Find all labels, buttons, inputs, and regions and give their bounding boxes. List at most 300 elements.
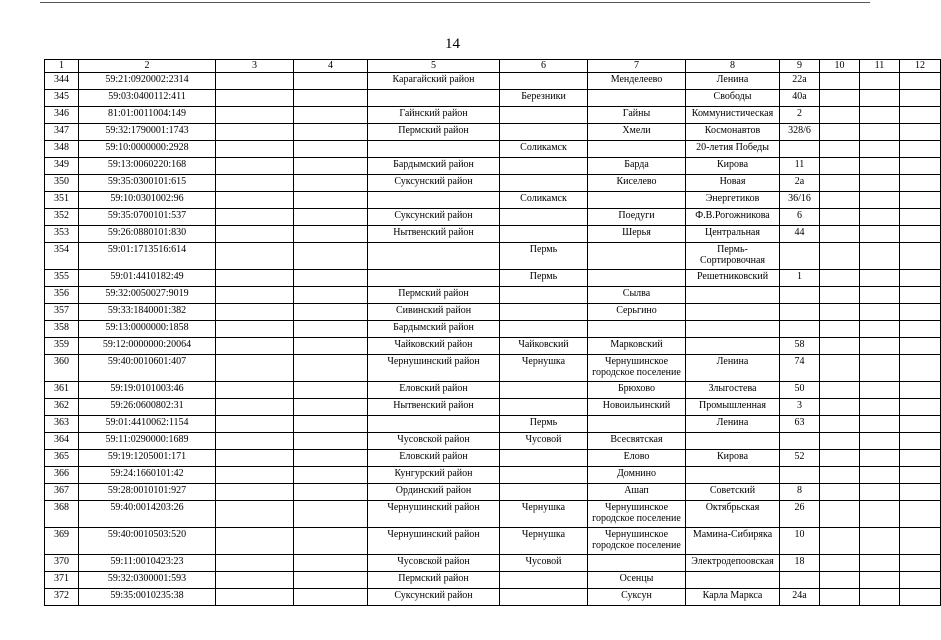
table-cell [500, 399, 588, 416]
table-cell [294, 416, 368, 433]
table-cell [860, 433, 900, 450]
table-cell [500, 124, 588, 141]
table-cell: Чайковский район [368, 338, 500, 355]
table-cell: 368 [45, 501, 79, 528]
table-row [45, 450, 941, 467]
table-cell [216, 107, 294, 124]
table-cell: Еловский район [368, 450, 500, 467]
table-cell [820, 355, 860, 382]
table-cell: 59:40:0010503:520 [79, 528, 216, 555]
table-cell [900, 572, 941, 589]
table-row [45, 467, 941, 484]
table-cell [900, 321, 941, 338]
table-cell [820, 90, 860, 107]
table-cell [900, 304, 941, 321]
table-cell [820, 572, 860, 589]
table-cell [820, 209, 860, 226]
table-cell: 371 [45, 572, 79, 589]
table-cell: 365 [45, 450, 79, 467]
table-cell: 74 [780, 355, 820, 382]
table-cell: 59:01:4410182:49 [79, 270, 216, 287]
table-cell [900, 124, 941, 141]
table-row [45, 501, 941, 528]
table-cell [216, 158, 294, 175]
table-cell: Космонавтов [686, 124, 780, 141]
table-cell [780, 141, 820, 158]
table-cell: 59:35:0010235:38 [79, 589, 216, 606]
table-cell: 59:28:0010101:927 [79, 484, 216, 501]
table-cell [900, 158, 941, 175]
table-cell: Карагайский район [368, 73, 500, 90]
table-cell: Бардымский район [368, 158, 500, 175]
table-cell: 355 [45, 270, 79, 287]
table-row [45, 528, 941, 555]
table-cell [900, 226, 941, 243]
table-cell [216, 287, 294, 304]
table-cell: 2 [780, 107, 820, 124]
table-cell: Домнино [588, 467, 686, 484]
table-cell: Гайнский район [368, 107, 500, 124]
table-cell: Коммунистическая [686, 107, 780, 124]
table-cell: Ашап [588, 484, 686, 501]
table-cell [860, 287, 900, 304]
table-cell [900, 270, 941, 287]
table-cell [216, 399, 294, 416]
table-cell: 346 [45, 107, 79, 124]
table-cell: 59:32:1790001:1743 [79, 124, 216, 141]
table-cell: Кирова [686, 158, 780, 175]
table-cell [686, 304, 780, 321]
table-cell: 370 [45, 555, 79, 572]
column-header: 1 [45, 60, 79, 73]
table-cell: 59:19:0101003:46 [79, 382, 216, 399]
table-row [45, 484, 941, 501]
table-row [45, 555, 941, 572]
table-cell: 348 [45, 141, 79, 158]
table-cell: Серьгино [588, 304, 686, 321]
table-cell: 50 [780, 382, 820, 399]
table-cell [294, 321, 368, 338]
table-cell [216, 124, 294, 141]
table-cell [216, 528, 294, 555]
table-cell [294, 141, 368, 158]
table-row [45, 321, 941, 338]
table-cell [294, 484, 368, 501]
table-cell: Чернушинское городское поселение [588, 501, 686, 528]
table-cell: 20-летия Победы [686, 141, 780, 158]
table-cell [860, 382, 900, 399]
table-cell [860, 589, 900, 606]
table-cell: Марковский [588, 338, 686, 355]
table-cell: Сылва [588, 287, 686, 304]
table-cell [860, 416, 900, 433]
table-cell [900, 382, 941, 399]
column-header: 5 [368, 60, 500, 73]
table-cell [686, 338, 780, 355]
table-cell: 59:40:0010601:407 [79, 355, 216, 382]
table-cell [780, 243, 820, 270]
table-cell [588, 90, 686, 107]
top-rule [40, 2, 870, 3]
table-cell [294, 107, 368, 124]
table-cell [216, 501, 294, 528]
table-cell: Бардымский район [368, 321, 500, 338]
table-cell: Мамина-Сибиряка [686, 528, 780, 555]
table-cell [860, 501, 900, 528]
table-cell [216, 416, 294, 433]
table-cell: 59:01:1713516:614 [79, 243, 216, 270]
table-cell: Брюхово [588, 382, 686, 399]
table-cell [860, 141, 900, 158]
table-cell: Пермь [500, 416, 588, 433]
table-cell: 353 [45, 226, 79, 243]
table-row [45, 589, 941, 606]
table-cell [820, 382, 860, 399]
table-cell [216, 382, 294, 399]
table-cell [900, 484, 941, 501]
table-cell: 59:13:0000000:1858 [79, 321, 216, 338]
table-cell [368, 141, 500, 158]
table-cell: Советский [686, 484, 780, 501]
table-cell [780, 572, 820, 589]
column-header: 12 [900, 60, 941, 73]
table-cell [900, 243, 941, 270]
table-cell: Осенцы [588, 572, 686, 589]
table-cell: Еловский район [368, 382, 500, 399]
table-cell: 354 [45, 243, 79, 270]
column-header: 8 [686, 60, 780, 73]
table-row [45, 287, 941, 304]
table-cell: Чернушка [500, 528, 588, 555]
table-cell [216, 433, 294, 450]
table-cell: 59:35:0300101:615 [79, 175, 216, 192]
table-cell [860, 192, 900, 209]
table-cell [216, 338, 294, 355]
table-cell: Соликамск [500, 192, 588, 209]
table-cell: Всесвятская [588, 433, 686, 450]
table-cell: Октябрьская [686, 501, 780, 528]
table-cell [900, 338, 941, 355]
table-cell [900, 141, 941, 158]
table-cell [860, 73, 900, 90]
table-cell: 362 [45, 399, 79, 416]
table-cell [588, 243, 686, 270]
table-cell: Кирова [686, 450, 780, 467]
table-cell [500, 484, 588, 501]
table-cell [216, 467, 294, 484]
table-cell: Нытвенский район [368, 399, 500, 416]
table-cell: Менделеево [588, 73, 686, 90]
table-cell [860, 107, 900, 124]
table-cell: Новоильинский [588, 399, 686, 416]
table-cell [820, 141, 860, 158]
table-cell: Сивинский район [368, 304, 500, 321]
table-cell [294, 304, 368, 321]
column-header: 9 [780, 60, 820, 73]
table-cell: 360 [45, 355, 79, 382]
table-cell: Пермь [500, 270, 588, 287]
table-row [45, 141, 941, 158]
table-cell [820, 589, 860, 606]
table-cell: Поедуги [588, 209, 686, 226]
table-cell: Ленина [686, 355, 780, 382]
table-cell [294, 399, 368, 416]
table-cell: 357 [45, 304, 79, 321]
table-cell: 8 [780, 484, 820, 501]
table-cell [780, 304, 820, 321]
table-cell: Чусовой [500, 555, 588, 572]
table-cell [368, 243, 500, 270]
table-cell: 351 [45, 192, 79, 209]
table-cell: 6 [780, 209, 820, 226]
table-cell: Центральная [686, 226, 780, 243]
table-cell [900, 287, 941, 304]
table-cell: 63 [780, 416, 820, 433]
table-cell: 1 [780, 270, 820, 287]
table-cell [294, 382, 368, 399]
table-cell [820, 226, 860, 243]
table-cell [500, 175, 588, 192]
table-cell [588, 416, 686, 433]
table-row [45, 226, 941, 243]
table-cell [900, 555, 941, 572]
table-cell: Электродепоовская [686, 555, 780, 572]
table-cell: Березники [500, 90, 588, 107]
table-cell [820, 416, 860, 433]
table-cell [820, 175, 860, 192]
table-cell [820, 158, 860, 175]
table-cell [820, 433, 860, 450]
table-cell [900, 90, 941, 107]
table-cell [216, 73, 294, 90]
table-cell [820, 192, 860, 209]
table-row [45, 243, 941, 270]
table-cell: 59:12:0000000:20064 [79, 338, 216, 355]
table-cell [820, 73, 860, 90]
table-cell [500, 382, 588, 399]
table-row [45, 90, 941, 107]
table-cell: 359 [45, 338, 79, 355]
table-cell [900, 501, 941, 528]
table-row [45, 270, 941, 287]
table-cell: Елово [588, 450, 686, 467]
table-cell [900, 399, 941, 416]
table-cell [368, 416, 500, 433]
table-cell: Ленина [686, 73, 780, 90]
column-header: 10 [820, 60, 860, 73]
table-row [45, 416, 941, 433]
table-cell [820, 501, 860, 528]
table-cell [820, 287, 860, 304]
column-header: 2 [79, 60, 216, 73]
table-cell [686, 433, 780, 450]
table-cell: Чернушинский район [368, 528, 500, 555]
table-cell [686, 467, 780, 484]
table-cell [820, 484, 860, 501]
table-cell: 361 [45, 382, 79, 399]
table-cell [860, 243, 900, 270]
table-cell [294, 226, 368, 243]
table-cell [900, 73, 941, 90]
table-row [45, 124, 941, 141]
table-cell: Гайны [588, 107, 686, 124]
table-row [45, 399, 941, 416]
table-cell [294, 450, 368, 467]
column-header: 3 [216, 60, 294, 73]
table-cell [500, 589, 588, 606]
table-cell [500, 321, 588, 338]
table-cell: 59:26:0880101:830 [79, 226, 216, 243]
table-cell: Карла Маркса [686, 589, 780, 606]
table-cell: Решетниковский [686, 270, 780, 287]
table-cell [820, 555, 860, 572]
table-cell [900, 209, 941, 226]
table-cell [820, 107, 860, 124]
column-header: 7 [588, 60, 686, 73]
table-row [45, 209, 941, 226]
table-cell: 345 [45, 90, 79, 107]
table-cell [860, 399, 900, 416]
table-cell: Чусовской район [368, 555, 500, 572]
table-body [45, 73, 941, 606]
table-cell [216, 589, 294, 606]
table-cell [860, 555, 900, 572]
table-cell [216, 175, 294, 192]
table-cell [900, 528, 941, 555]
table-cell [294, 501, 368, 528]
table-cell [216, 450, 294, 467]
table-cell [216, 321, 294, 338]
table-cell: 58 [780, 338, 820, 355]
table-cell: 59:03:0400112:411 [79, 90, 216, 107]
table-cell [860, 338, 900, 355]
table-cell: Пермский район [368, 287, 500, 304]
table-cell: 59:32:0300001:593 [79, 572, 216, 589]
table-cell [820, 124, 860, 141]
table-cell: Свободы [686, 90, 780, 107]
table-cell [900, 467, 941, 484]
table-cell: Хмели [588, 124, 686, 141]
table-cell: Нытвенский район [368, 226, 500, 243]
table-cell: 59:01:4410062:1154 [79, 416, 216, 433]
table-cell: Чусовой [500, 433, 588, 450]
table-cell [294, 90, 368, 107]
table-cell [820, 270, 860, 287]
table-cell: 363 [45, 416, 79, 433]
table-row [45, 572, 941, 589]
table-cell [216, 355, 294, 382]
table-cell: 59:11:0010423:23 [79, 555, 216, 572]
table-cell [588, 192, 686, 209]
table-cell [860, 572, 900, 589]
table-cell [294, 243, 368, 270]
table-cell: 59:24:1660101:42 [79, 467, 216, 484]
table-cell: 366 [45, 467, 79, 484]
table-cell: Чернушка [500, 355, 588, 382]
table-cell [216, 304, 294, 321]
table-cell [686, 572, 780, 589]
table-cell [820, 243, 860, 270]
table-row [45, 338, 941, 355]
table-row [45, 107, 941, 124]
table-row [45, 192, 941, 209]
table-cell [860, 304, 900, 321]
registry-table [44, 59, 941, 606]
table-cell [216, 270, 294, 287]
table-cell [820, 450, 860, 467]
table-cell: 59:11:0290000:1689 [79, 433, 216, 450]
table-cell [820, 304, 860, 321]
table-cell [294, 572, 368, 589]
table-row [45, 304, 941, 321]
table-cell: 59:26:0600802:31 [79, 399, 216, 416]
table-cell: 364 [45, 433, 79, 450]
table-cell: Ленина [686, 416, 780, 433]
table-cell: 59:40:0014203:26 [79, 501, 216, 528]
table-cell: 59:32:0050027:9019 [79, 287, 216, 304]
table-cell [294, 433, 368, 450]
table-cell [294, 158, 368, 175]
table-cell [860, 355, 900, 382]
table-cell [900, 175, 941, 192]
column-header: 4 [294, 60, 368, 73]
table-cell: Киселево [588, 175, 686, 192]
table-cell [500, 73, 588, 90]
table-cell [500, 450, 588, 467]
table-row [45, 433, 941, 450]
table-cell: 59:10:0301002:96 [79, 192, 216, 209]
table-cell [588, 270, 686, 287]
table-cell: 24а [780, 589, 820, 606]
table-cell [820, 321, 860, 338]
table-cell: Пермь-Сортировочная [686, 243, 780, 270]
table-cell [500, 467, 588, 484]
table-cell: Новая [686, 175, 780, 192]
table-cell: 40а [780, 90, 820, 107]
table-cell [500, 304, 588, 321]
table-cell: 59:21:0920002:2314 [79, 73, 216, 90]
table-cell: Суксунский район [368, 175, 500, 192]
table-cell: 372 [45, 589, 79, 606]
table-cell [216, 192, 294, 209]
table-cell [900, 192, 941, 209]
table-row [45, 355, 941, 382]
page-number: 14 [445, 36, 460, 52]
table-cell [860, 175, 900, 192]
table-cell [860, 226, 900, 243]
table-cell [368, 90, 500, 107]
table-cell: Пермский район [368, 572, 500, 589]
table-cell [900, 107, 941, 124]
table-cell: Суксунский район [368, 589, 500, 606]
table-cell: Энергетиков [686, 192, 780, 209]
table-cell: Чернушинское городское поселение [588, 528, 686, 555]
table-cell [294, 209, 368, 226]
table-cell [780, 287, 820, 304]
table-cell [294, 73, 368, 90]
table-cell [500, 287, 588, 304]
table-cell [860, 209, 900, 226]
table-cell: 59:19:1205001:171 [79, 450, 216, 467]
table-row [45, 175, 941, 192]
table-cell: 328/6 [780, 124, 820, 141]
table-cell [294, 589, 368, 606]
table-cell [900, 433, 941, 450]
table-cell: Чернушинский район [368, 501, 500, 528]
table-cell [500, 226, 588, 243]
table-cell [294, 175, 368, 192]
table-cell [588, 555, 686, 572]
